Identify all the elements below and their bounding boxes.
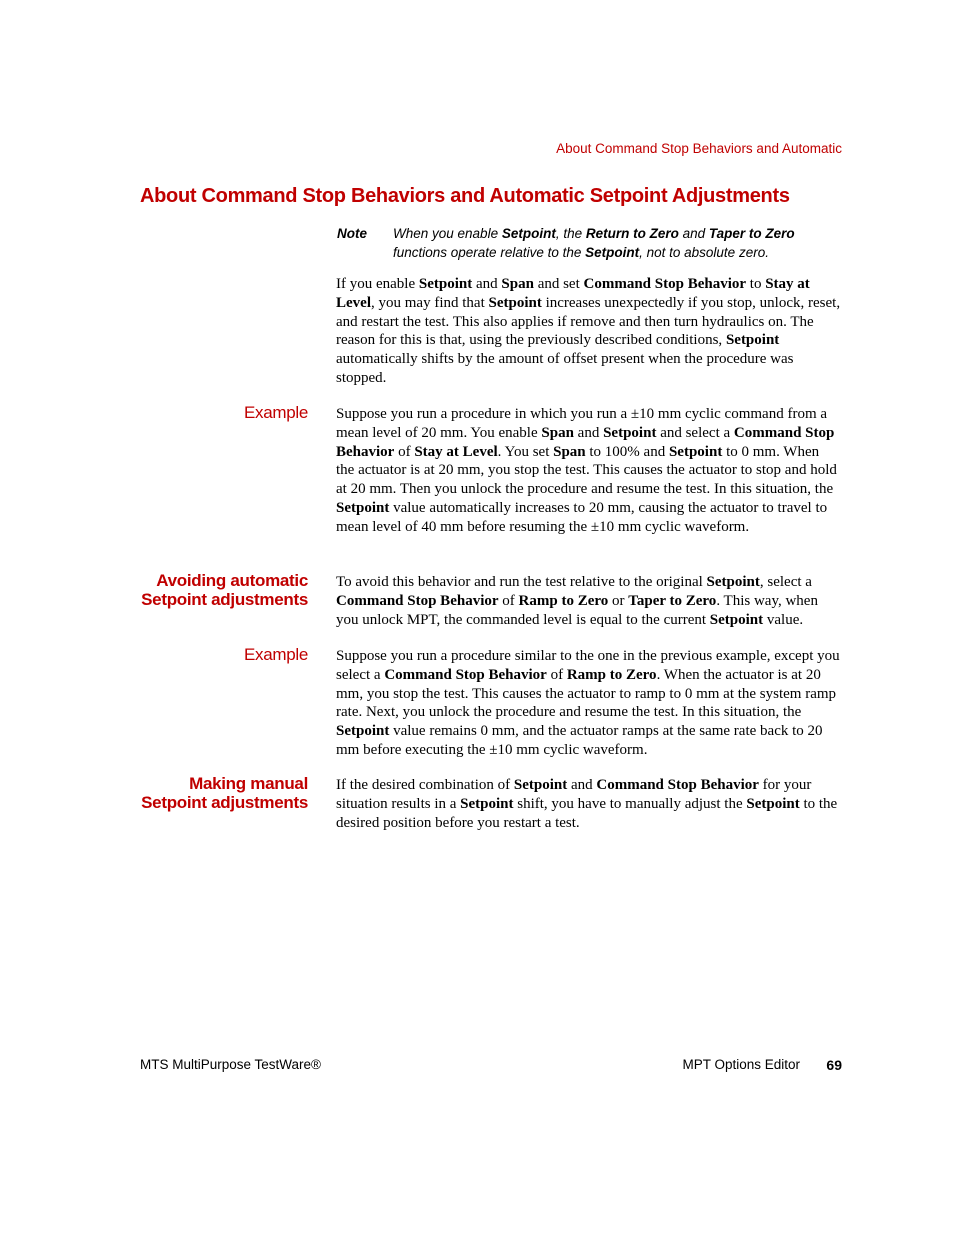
text-run: , you may find that xyxy=(371,294,489,311)
running-header: About Command Stop Behaviors and Automatic xyxy=(556,141,842,156)
page-title: About Command Stop Behaviors and Automatic Setpoint Adjustments xyxy=(140,185,790,207)
note-label: Note xyxy=(337,226,367,241)
bold-term: Stay at Level xyxy=(414,443,498,460)
text-run: Suppose you run a procedure similar to the one in the previous example, except you select a xyxy=(336,648,840,683)
text-run: value automatically increases to 20 mm, causing the actuator to travel to mean level of 40 mm before resuming the ±10 mm cyclic waveform. xyxy=(336,499,828,535)
bold-term: Setpoint xyxy=(418,276,473,292)
text-run: and xyxy=(567,777,597,793)
bold-term: Command Stop Behavior xyxy=(596,777,759,793)
side-head-avoiding-line-2: Setpoint adjustments xyxy=(141,589,308,609)
bold-term: Setpoint xyxy=(603,424,657,441)
text-run: and xyxy=(678,226,709,241)
text-run: , the xyxy=(555,226,586,241)
side-head-example-1: Example xyxy=(243,403,308,422)
bold-term: Command Stop Behavior xyxy=(384,666,547,683)
text-run: to the desired position before you restart a test. xyxy=(336,795,838,831)
bold-term: Span xyxy=(553,443,586,460)
text-run: . You set xyxy=(497,443,554,460)
bold-term: Ramp to Zero xyxy=(566,666,657,683)
avoiding-paragraph xyxy=(336,573,841,629)
text-run: and set xyxy=(533,276,584,292)
bold-term: Taper to Zero xyxy=(628,592,717,609)
text-run: , select a xyxy=(759,574,812,590)
text-run: To avoid this behavior and run the test relative to the original xyxy=(336,574,707,590)
text-run: of xyxy=(498,592,519,609)
bold-term: Setpoint xyxy=(746,795,800,812)
bold-term: Command Stop Behavior xyxy=(336,424,835,460)
text-run: for your situation results in a xyxy=(336,777,812,812)
bold-term: Setpoint xyxy=(460,795,514,812)
text-run: increases unexpectedly if you stop, unlock, reset, and restart the test. This also applies if remove and then turn hydraulics on. The reason for this is that, using the previously described conditions, xyxy=(336,294,841,349)
note xyxy=(337,225,842,262)
bold-term: Setpoint xyxy=(488,294,542,311)
side-head-example-2: Example xyxy=(243,645,308,664)
text-run: to 0 mm. When the actuator is at 20 mm, you stop the test. This causes the actuator to stop and hold at 20 mm. Then you unlock the procedure and resume the test. In this situation, the xyxy=(336,443,837,498)
bold-term: Setpoint xyxy=(706,574,760,590)
bold-term: Setpoint xyxy=(513,777,568,793)
bold-term: Command Stop Behavior xyxy=(336,592,499,609)
text-run: , not to absolute zero. xyxy=(639,244,769,260)
example-1-paragraph xyxy=(336,405,841,537)
bold-term: Setpoint xyxy=(709,611,764,628)
text-run: and select a xyxy=(656,424,734,441)
page-number: 69 xyxy=(826,1057,842,1073)
side-head-making-manual xyxy=(98,775,308,812)
bold-term: Ramp to Zero xyxy=(518,592,609,609)
note-text xyxy=(393,225,842,262)
manual-paragraph xyxy=(336,776,841,832)
text-run: to 100% and xyxy=(585,443,669,460)
side-head-avoiding-line-1: Avoiding automatic xyxy=(156,571,308,590)
bold-term: Setpoint xyxy=(668,443,723,460)
text-run: shift, you have to manually adjust the xyxy=(513,795,747,812)
bold-term: Setpoint xyxy=(585,244,640,260)
bold-term: Setpoint xyxy=(725,332,780,349)
bold-term: Span xyxy=(501,276,534,292)
text-run: When you enable xyxy=(393,226,502,241)
text-run: of xyxy=(394,443,415,460)
text-run: . When the actuator is at 20 mm, you stop the test. This causes the actuator to ramp to 0 mm at the system ramp rate. Next, you unlock the procedure and resume the test. In this situation, the xyxy=(336,666,837,721)
text-run: Suppose you run a procedure in which you run a ±10 mm cyclic command from a mean level of 20 mm. You enable xyxy=(336,406,828,441)
intro-paragraph xyxy=(336,275,841,388)
example-2-paragraph xyxy=(336,647,841,760)
bold-term: Setpoint xyxy=(336,499,390,516)
bold-term: Return to Zero xyxy=(585,226,679,241)
side-head-avoiding-automatic xyxy=(98,572,308,609)
text-run: to xyxy=(746,276,766,292)
text-run: automatically shifts by the amount of offset present when the procedure was stopped. xyxy=(336,351,794,386)
text-run: and xyxy=(472,276,502,292)
footer-left: MTS MultiPurpose TestWare® xyxy=(140,1057,321,1072)
footer-right: MPT Options Editor xyxy=(682,1057,800,1072)
text-run: . This way, when you unlock MPT, the commanded level is equal to the current xyxy=(336,592,818,628)
text-run: of xyxy=(546,666,567,683)
text-run: If the desired combination of xyxy=(336,777,514,793)
bold-term: Setpoint xyxy=(336,723,390,740)
bold-term: Taper to Zero xyxy=(708,226,795,241)
text-run: value remains 0 mm, and the actuator ramps at the same rate back to 20 mm before executing the ±10 mm cyclic waveform. xyxy=(336,723,823,758)
text-run: If you enable xyxy=(336,276,419,292)
bold-term: Stay at Level xyxy=(336,276,810,311)
text-run: or xyxy=(608,592,629,609)
bold-term: Command Stop Behavior xyxy=(583,276,747,292)
text-run: value. xyxy=(763,611,804,628)
text-run: functions operate relative to the xyxy=(393,244,586,260)
bold-term: Setpoint xyxy=(501,226,556,241)
text-run: and xyxy=(573,424,604,441)
bold-term: Span xyxy=(541,424,574,441)
side-head-manual-line-2: Setpoint adjustments xyxy=(141,792,308,812)
side-head-manual-line-1: Making manual xyxy=(189,774,308,793)
